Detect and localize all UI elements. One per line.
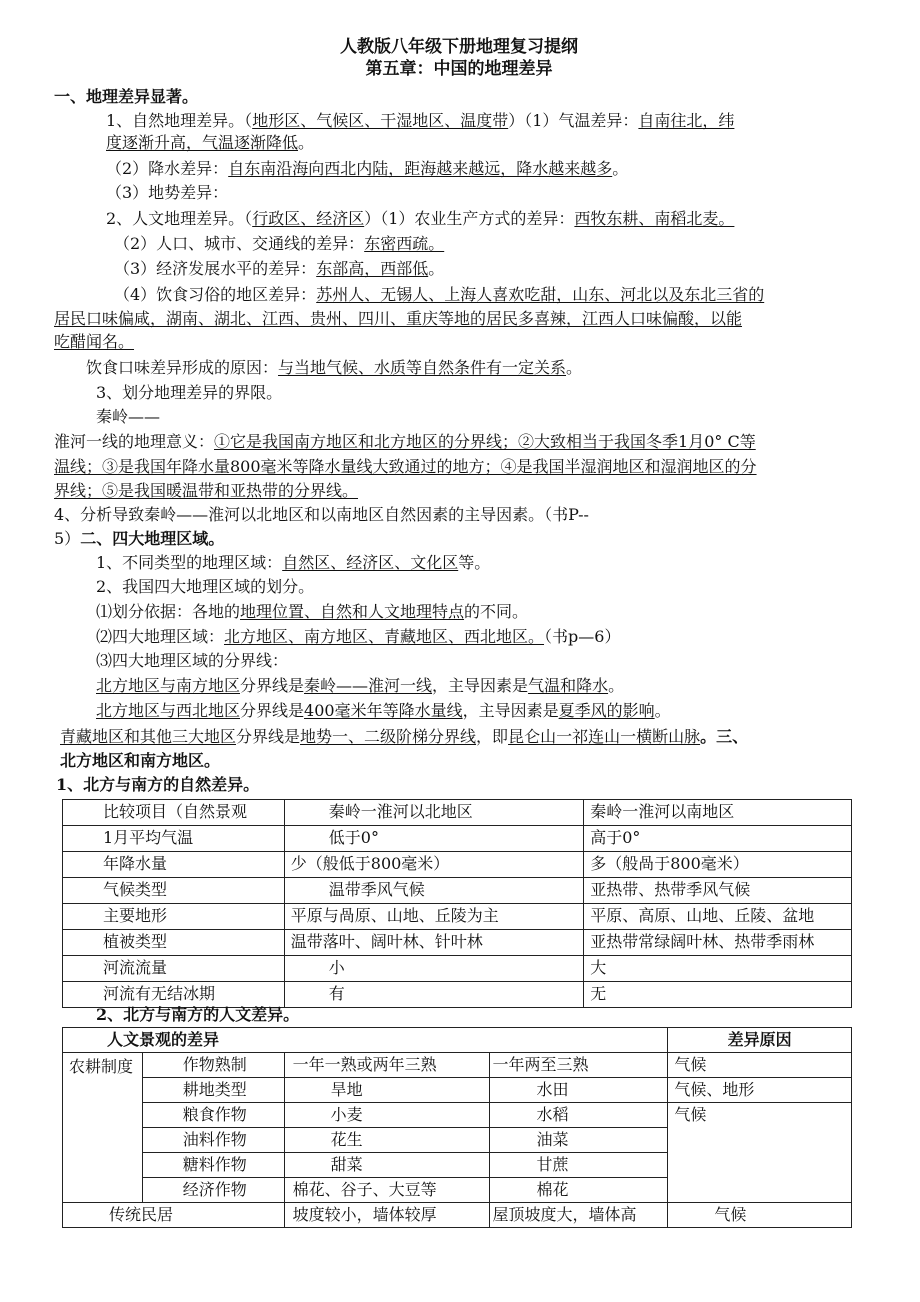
text-line: 1、自然地理差异。（地形区、气候区、干湿地区、温度带）（1）气温差异：自南往北，纬 <box>106 111 735 130</box>
table-cell: 平原与咼原、山地、丘陵为主 <box>284 904 583 930</box>
table-cell: 花生 <box>284 1128 490 1153</box>
table-cell: 低于0° <box>284 826 583 852</box>
table-cell: 气候类型 <box>63 878 285 904</box>
table-cell: 经济作物 <box>142 1178 284 1203</box>
table-cell: 棉花 <box>490 1178 668 1203</box>
table-cell: 亚热带常绿阔叶林、热带季雨林 <box>584 930 852 956</box>
table-cell: 年降水量 <box>63 852 285 878</box>
table-cell: 水田 <box>490 1078 668 1103</box>
table-cell: 油菜 <box>490 1128 668 1153</box>
text-line: 北方地区与南方地区分界线是秦岭——淮河一线，主导因素是气温和降水。 <box>96 676 625 695</box>
table-cell: 少（般低于800毫米） <box>284 852 583 878</box>
subsection-heading: 2、北方与南方的人文差异。 <box>96 1005 300 1024</box>
text-line: （3）地势差异： <box>106 183 229 202</box>
table-cell: 甘蔗 <box>490 1153 668 1178</box>
subsection-heading: 1、北方与南方的自然差异。 <box>56 775 260 794</box>
table-cell: 水稻 <box>490 1103 668 1128</box>
table-cell: 大 <box>584 956 852 982</box>
table-row <box>63 878 852 904</box>
text-line: 1、不同类型的地理区域：自然区、经济区、文化区等。 <box>96 553 491 572</box>
text-line: （2）降水差异：自东南沿海向西北内陆，距海越来越远，降水越来越多。 <box>106 159 629 178</box>
text-line: 饮食口味差异形成的原因：与当地气候、水质等自然条件有一定关系。 <box>86 358 583 377</box>
table-cell: 多（般咼于800毫米） <box>584 852 852 878</box>
table-cell: 一年两至三熟 <box>490 1053 668 1078</box>
text-line: （2）人口、城市、交通线的差异：东密西疏。 <box>114 234 445 253</box>
doc-title: 人教版八年级下册地理复习提纲 <box>340 37 578 57</box>
table-cell: 糖料作物 <box>142 1153 284 1178</box>
section-heading-3: 北方地区和南方地区。 <box>60 751 221 770</box>
text-line: 北方地区与西北地区分界线是400毫米年等降水量线，主导因素是夏季风的影响。 <box>96 701 671 720</box>
table-header-cell: 秦岭一淮河以南地区 <box>584 800 852 826</box>
table-cell: 有 <box>284 982 583 1008</box>
row-group-label: 农耕制度 <box>63 1053 143 1203</box>
text-line: （3）经济发展水平的差异：东部高，西部低。 <box>114 259 445 278</box>
text-line: 淮河一线的地理意义：①它是我国南方地区和北方地区的分界线；②大致相当于我国冬季1月0° C等 <box>54 432 756 451</box>
table-cell: 小麦 <box>284 1103 490 1128</box>
table-cell: 一年一熟或两年三熟 <box>284 1053 490 1078</box>
table-cell: 主要地形 <box>63 904 285 930</box>
table-cell: 传统民居 <box>63 1203 285 1228</box>
table-cell: 作物熟制 <box>142 1053 284 1078</box>
text-line: 吃醋闻名。 <box>54 332 135 351</box>
text-line: 3、划分地理差异的界限。 <box>96 383 283 402</box>
table-cell: 气候 <box>668 1103 852 1203</box>
table-row <box>63 826 852 852</box>
table-cell: 屋顶坡度大，墙体高 <box>490 1203 668 1228</box>
text-line: 度逐渐升高，气温逐渐降低。 <box>106 133 315 152</box>
section-heading-1: 一、地理差异显著。 <box>54 87 199 106</box>
table-cell: 气候 <box>668 1053 852 1078</box>
table-cell: 无 <box>584 982 852 1008</box>
text-line: 温线；③是我国年降水量800毫米等降水量线大致通过的地方；④是我国半湿润地区和湿润地区的分 <box>54 457 757 476</box>
text-line: 4、分析导致秦岭——淮河以北地区和以南地区自然因素的主导因素。（书P-- <box>54 505 589 524</box>
table-cell: 棉花、谷子、大豆等 <box>284 1178 490 1203</box>
text-line: 秦岭—— <box>96 407 161 426</box>
text-line: （4）饮食习俗的地区差异：苏州人、无锡人、上海人喜欢吃甜，山东、河北以及东北三省的 <box>114 285 765 304</box>
table-row <box>63 904 852 930</box>
text-line: 居民口味偏咸，湖南、湖北、江西、贵州、四川、重庆等地的居民多喜辣，江西人口味偏酸，以能 <box>54 309 743 328</box>
table-cell: 亚热带、热带季风气候 <box>584 878 852 904</box>
text-line: 2、我国四大地理区域的划分。 <box>96 577 315 596</box>
table-cell: 甜菜 <box>284 1153 490 1178</box>
table-cell: 旱地 <box>284 1078 490 1103</box>
table-row <box>63 852 852 878</box>
text-line: ⑴划分依据：各地的地理位置、自然和人文地理特点的不同。 <box>96 602 529 621</box>
table-cell: 气候、地形 <box>668 1078 852 1103</box>
table-cell: 油料作物 <box>142 1128 284 1153</box>
text-line: 界线；⑤是我国暖温带和亚热带的分界线。 <box>54 481 359 500</box>
table-header-cell: 比较项目（自然景观 <box>63 800 285 826</box>
table-cell: 粮食作物 <box>142 1103 284 1128</box>
table-header: 差异原因 <box>668 1028 852 1053</box>
table-cell: 河流有无结冰期 <box>63 982 285 1008</box>
text-line: ⑵四大地理区域：北方地区、南方地区、青藏地区、西北地区。（书p—6） <box>96 627 621 646</box>
table-header: 人文景观的差异 <box>63 1028 668 1053</box>
table-cell: 温带落叶、阔叶林、针叶林 <box>284 930 583 956</box>
text-line: 青藏地区和其他三大地区分界线是地势一、二级阶梯分界线，即昆仑山一祁连山一横断山脉。三、 <box>60 727 749 746</box>
table-row <box>63 800 852 826</box>
table-cell: 河流流量 <box>63 956 285 982</box>
section-heading-2: 二、四大地理区域。 <box>80 529 225 548</box>
table-cell: 小 <box>284 956 583 982</box>
text-line: ⑶四大地理区域的分界线： <box>96 651 289 670</box>
table-cell: 气候 <box>668 1203 852 1228</box>
table-cell: 高于0° <box>584 826 852 852</box>
text-line: 5）二、四大地理区域。 <box>54 529 225 548</box>
text-line: 2、人文地理差异。（行政区、经济区）（1）农业生产方式的差异：西牧东耕、南稻北麦。 <box>106 209 735 228</box>
table-cell: 1月平均气温 <box>63 826 285 852</box>
table-header-cell: 秦岭一淮河以北地区 <box>284 800 583 826</box>
table-row <box>63 956 852 982</box>
chapter-title: 第五章：中国的地理差异 <box>365 59 553 79</box>
table-cell: 植被类型 <box>63 930 285 956</box>
table-cell: 耕地类型 <box>142 1078 284 1103</box>
natural-difference-table <box>62 799 852 1008</box>
table-cell: 坡度较小，墙体较厚 <box>284 1203 490 1228</box>
human-difference-table <box>62 1027 852 1228</box>
table-row <box>63 930 852 956</box>
table-cell: 平原、高原、山地、丘陵、盆地 <box>584 904 852 930</box>
table-cell: 温带季风气候 <box>284 878 583 904</box>
